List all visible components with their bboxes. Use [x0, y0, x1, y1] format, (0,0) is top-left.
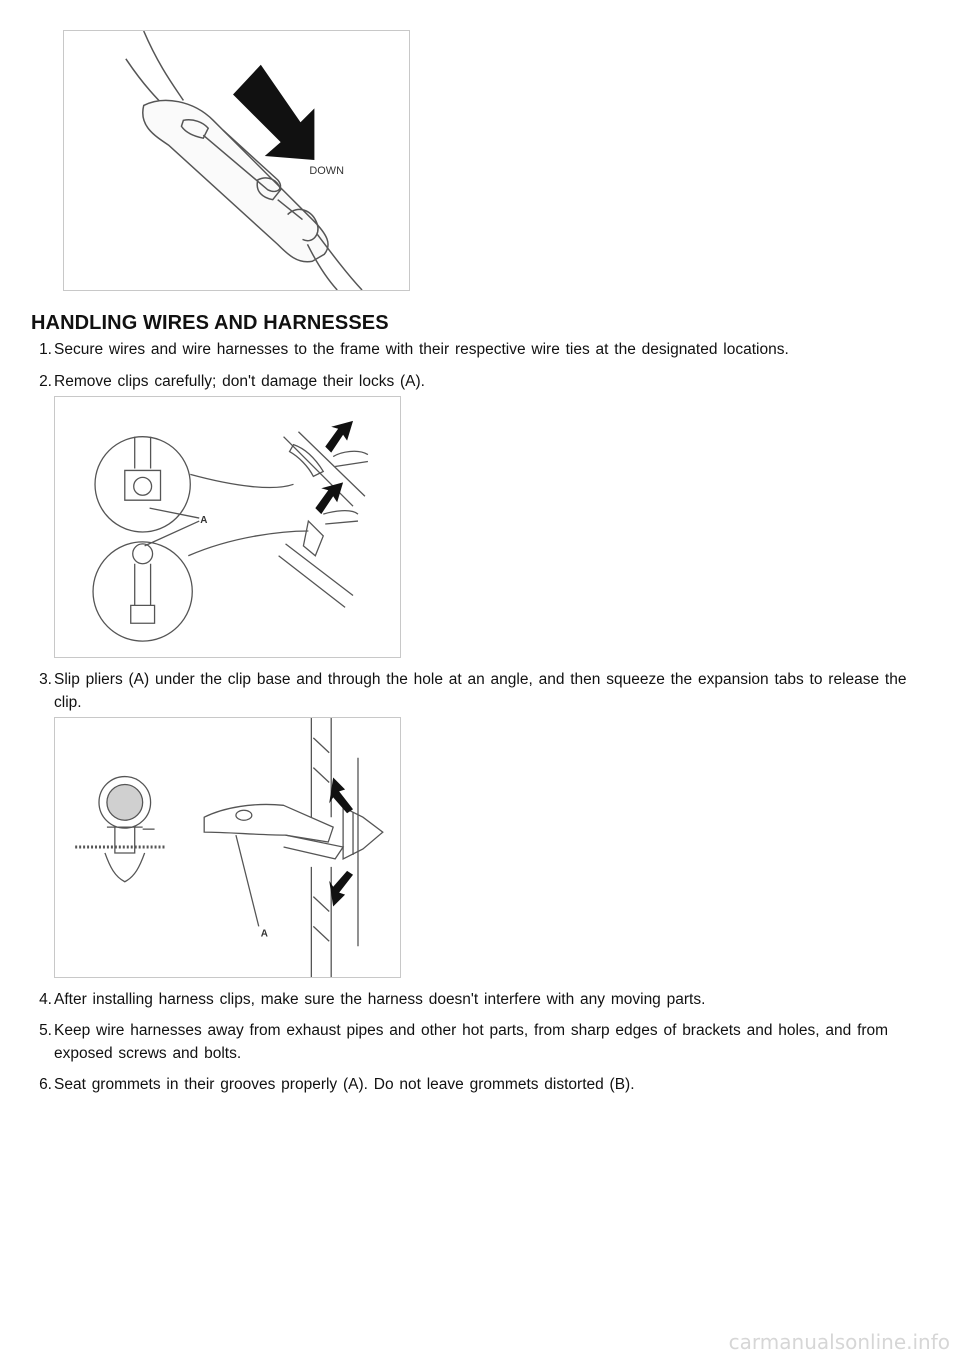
step-6 [30, 1073, 910, 1096]
arrow-up-icon [329, 871, 353, 907]
down-label: DOWN [309, 164, 344, 177]
pliers-illustration [54, 717, 401, 978]
step-4 [30, 988, 910, 1011]
step-number: 4. [39, 991, 52, 1008]
arrow-lower-icon [315, 482, 343, 514]
step-number: 6. [39, 1076, 52, 1093]
pliers-drawing [55, 718, 400, 977]
step-text: Seat grommets in their grooves properly (A). Do not leave grommets distorted (B). [54, 1076, 635, 1093]
step-2 [30, 370, 910, 393]
step-text: Remove clips carefully; don't damage their locks (A). [54, 373, 425, 390]
step-text: Slip pliers (A) under the clip base and through the hole at an angle, and then squeeze the expansion tabs to release the clip. [54, 671, 907, 711]
clip-locks-illustration [54, 396, 401, 658]
step-3 [30, 668, 910, 714]
down-arrow-icon [233, 65, 314, 160]
step-text: After installing harness clips, make sure the harness doesn't interfere with any moving parts. [54, 991, 706, 1008]
label-a: A [260, 928, 268, 940]
step-1 [30, 338, 910, 361]
arrow-upper-icon [325, 421, 353, 453]
connector-illustration [63, 30, 410, 291]
step-number: 2. [39, 373, 52, 390]
step-number: 5. [39, 1022, 52, 1039]
section-heading: HANDLING WIRES AND HARNESSES [31, 312, 389, 334]
watermark: carmanualsonline.info [728, 1330, 950, 1354]
step-text: Secure wires and wire harnesses to the frame with their respective wire ties at the designated locations. [54, 341, 789, 358]
connector-drawing [64, 31, 409, 290]
step-number: 1. [39, 341, 52, 358]
label-a: A [200, 515, 208, 527]
arrow-down-icon [329, 778, 353, 814]
step-number: 3. [39, 671, 52, 688]
clip-locks-drawing [55, 397, 400, 657]
step-5 [30, 1019, 910, 1065]
step-text: Keep wire harnesses away from exhaust pipes and other hot parts, from sharp edges of brackets and holes, and from exposed screws and bolts. [54, 1022, 889, 1062]
